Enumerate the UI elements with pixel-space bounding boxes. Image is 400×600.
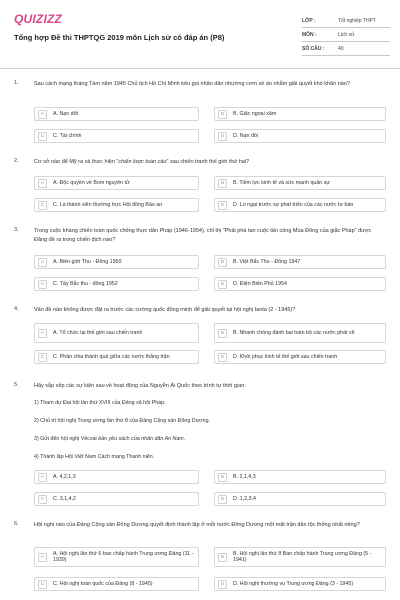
option-b[interactable] [214,547,386,567]
question-number: 4. [14,306,19,312]
question-number: 1. [14,80,19,86]
question-text: Hãy sắp xếp các sự kiện sau về hoạt động của Nguyễn Ái Quốc theo trình tự thời gian: [34,383,246,389]
option-text: A. 4,2,1,3 [53,473,76,480]
option-letter: C [38,132,47,141]
question-text-part: Cơ sở nào để Mỹ ra và thực hiện " [34,159,119,165]
option-letter: D [218,280,227,289]
option-text: B. Tiềm lực kinh tế và sức mạnh quân sự [233,179,330,186]
option-c[interactable] [34,577,199,591]
option-c[interactable] [34,129,199,143]
option-text: D. Lo ngại trước sự phát triển của các nước tư bản [233,201,354,208]
option-d[interactable] [214,277,386,291]
option-letter: B [218,329,227,338]
option-text: D. Nạn đói [233,132,259,139]
quizizz-logo: QUIZIZZ [14,12,63,26]
option-b[interactable] [214,323,386,343]
option-text: B. Việt Bắc Thu - Đông 1947 [233,258,301,265]
meta-row-subject [302,28,390,42]
option-d[interactable] [214,350,386,364]
meta-value: Lịch sử [338,31,355,38]
header-divider [0,68,400,69]
option-c[interactable] [34,492,199,506]
option-letter: A [38,553,47,562]
option-d[interactable] [214,129,386,143]
event-item-4: 4) Thành lập Hội Việt Nam Cách mạng Thanh niên. [34,454,155,460]
question-text-emphasis: chiến lược toàn cầu [118,159,167,165]
option-text: B. Giặc ngoại xâm [233,110,277,117]
option-letter: A [38,329,47,338]
option-b[interactable] [214,255,386,269]
option-text: C. Phân chia thành quả giữa các nước thắng trận [53,353,170,360]
option-text: C. Là thành viên thường trực Hội đồng Bảo an [53,201,163,208]
option-b[interactable] [214,176,386,190]
option-c[interactable] [34,277,199,291]
option-c[interactable] [34,198,199,212]
option-d[interactable] [214,577,386,591]
option-text: A. Nạn dốt [53,110,79,117]
option-letter: A [38,473,47,482]
question-text: Hội nghị nào của Đảng Cộng sản Đông Dương quyết định thành lập ở mỗi nước Đông Dương một mặt trận dân tộc thống nhất riêng? [34,522,360,528]
question-text: Sau cách mạng tháng Tám năm 1945 Chủ tịch Hồ Chí Minh kêu gọi nhân dân nhường cơm sẻ áo nhằm giải quyết khó khăn nào? [34,81,350,87]
question-number: 6. [14,521,19,527]
event-item-text: . [183,436,186,442]
option-letter: B [218,473,227,482]
option-a[interactable] [34,176,199,190]
option-text: C. Hội nghị toàn quốc của Đảng (8 - 1945) [53,580,153,587]
option-letter: A [38,179,47,188]
event-item-3 [34,436,185,442]
event-item-1: 1) Tham dự Đại hội lần thứ XVIII của Đảng xã hội Pháp. [34,400,166,406]
option-a[interactable] [34,107,199,121]
option-letter: B [218,179,227,188]
option-a[interactable] [34,547,199,567]
option-letter: C [38,495,47,504]
option-letter: B [218,258,227,267]
option-text: A. Hội nghị lần thứ 6 ban chấp hành Trung ương Đảng (11 - 1939) [53,550,194,563]
question-text-part: " sau chiến tranh thế giới thứ hai? [166,159,250,165]
question-text: Vấn đề nào không được đặt ra trước các cường quốc đồng minh để giải quyết tại hội nghị Ianta (2 - 1945)? [34,307,296,313]
event-item-2: 2) Chủ trì hội nghị Trung ương lần thứ 8 của Đảng Cộng sản Đông Dương. [34,418,211,424]
option-d[interactable] [214,492,386,506]
option-letter: D [218,201,227,210]
event-item-text: 3) Gửi đến hội nghị Vécxai [34,436,99,442]
option-text: A. Độc quyền về Bom nguyên tử [53,179,130,186]
event-item-emphasis: bản yêu sách của nhân dân An Nam [98,436,184,442]
option-letter: B [218,110,227,119]
option-text: B. 2,1,4,3 [233,473,256,480]
option-a[interactable] [34,255,199,269]
option-b[interactable] [214,470,386,484]
option-c[interactable] [34,350,199,364]
meta-key: MÔN : [302,31,317,38]
option-text: C. Tây Bắc thu - đông 1952 [53,280,118,287]
option-text: D. Điện Biên Phủ 1954 [233,280,287,287]
document-title: Tổng hợp Đề thi THPTQG 2019 môn Lịch sử có đáp án (P8) [14,33,225,42]
question-number: 5. [14,382,19,388]
option-text: B. Nhanh chóng đánh bại toàn bộ các nước phát xít [233,329,355,336]
option-letter: D [218,353,227,362]
meta-key: SỐ CÂU : [302,45,325,52]
option-letter: D [218,132,227,141]
option-letter: A [38,110,47,119]
meta-value: Tốt nghiệp THPT [338,17,376,24]
option-text: A. Biên giới Thu - Đông 1950 [53,258,122,265]
meta-table [302,14,390,56]
meta-row-count [302,42,390,56]
option-text: D. Hội nghị thường vụ Trung ương Đảng (3 - 1945) [233,580,354,587]
meta-value: 40 [338,45,344,52]
option-text: D. 1,2,3,4 [233,495,256,502]
option-letter: A [38,258,47,267]
page-header [0,0,400,70]
question-text: Trong cuộc kháng chiến toàn quốc chống thực dân Pháp (1946-1954), chỉ thị "Phải phá tan cuộc tấn công Mùa Đông của giặc Pháp" được Đảng đề ra trong chiến dịch nào? [34,228,372,243]
option-letter: C [38,353,47,362]
option-text: A. Tổ chức lại thế giới sau chiến tranh [53,329,143,336]
meta-key: LỚP : [302,17,316,24]
option-letter: D [218,495,227,504]
question-number: 2. [14,158,19,164]
option-text: C. 3,1,4,2 [53,495,76,502]
option-a[interactable] [34,470,199,484]
option-letter: C [38,280,47,289]
option-letter: B [218,553,227,562]
question-text [34,158,384,167]
option-d[interactable] [214,198,386,212]
option-letter: D [218,580,227,589]
option-letter: C [38,201,47,210]
option-text: C. Tài chính [53,132,82,139]
option-letter: C [38,580,47,589]
meta-row-class [302,14,390,28]
option-text: B. Hội nghị lần thứ 8 Ban chấp hành Trung ương Đảng (5 - 1941) [233,550,372,563]
option-b[interactable] [214,107,386,121]
question-number: 3. [14,227,19,233]
option-a[interactable] [34,323,199,343]
option-text: D. Khôi phục kinh tế thế giới sau chiến tranh [233,353,338,360]
